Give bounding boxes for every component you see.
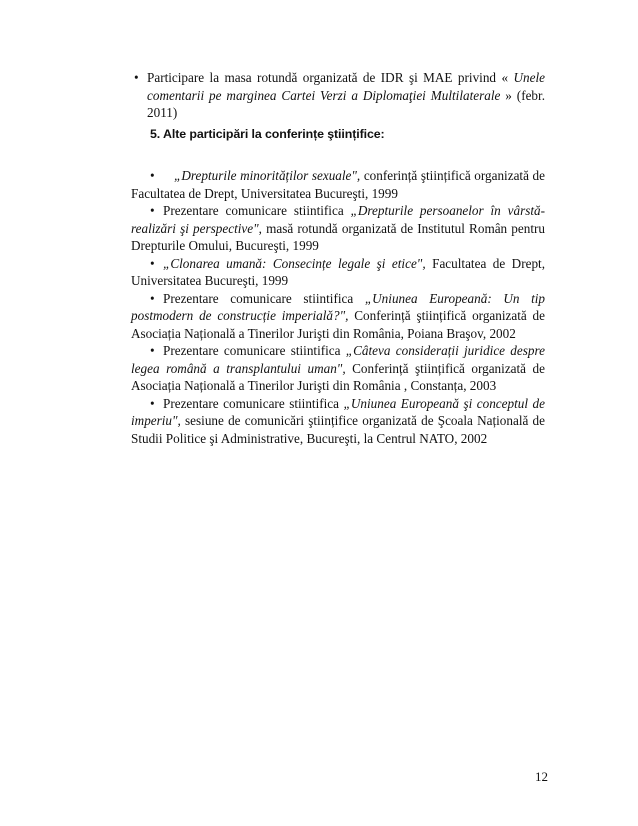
bullet-marker: • [150, 343, 155, 358]
bullet-marker: • [150, 290, 155, 306]
item-text: Prezentare comunicare stiintifica [163, 203, 351, 218]
list-item [131, 342, 545, 395]
intro-text-before: Participare la masa rotundă organizată de IDR şi MAE privind « [147, 70, 514, 85]
item-details: conferință ştiințifică organizată de Facultatea de Drept, Universitatea Bucureşti, 1999 [131, 168, 545, 201]
bullet-marker: • [150, 168, 155, 183]
item-text: Prezentare comunicare stiintifica [163, 290, 365, 306]
item-title: „Uniunea Europeană şi conceptul de imperiu", [131, 395, 545, 428]
item-details: Conferință ştiințifică organizată de Asociația Națională a Tinerilor Jurişti din România , Constanța, 2003 [131, 360, 545, 393]
bullet-marker: • [134, 70, 139, 85]
item-text: Prezentare comunicare stiintifica [163, 395, 344, 411]
intro-bullet [134, 69, 545, 122]
list-item [131, 255, 545, 290]
bullet-marker: • [150, 395, 155, 411]
item-title: „Câteva considerații juridice despre legea română a transplantului uman", [131, 343, 545, 376]
item-details: sesiune de comunicări ştiințifice organizată de Şcoala Națională de Studii Politice şi Administrative, Bucureşti, la Centrul NATO, 2002 [131, 413, 545, 446]
bullet-marker: • [150, 203, 155, 218]
item-details: Conferință ştiințifică organizată de Asociația Națională a Tinerilor Jurişti din România, Poiana Braşov, 2002 [131, 308, 546, 341]
item-title: „Drepturile persoanelor în vârstă-realizări şi perspective" [131, 203, 545, 236]
item-details: , masă rotundă organizată de Institutul Român pentru Drepturile Omului, Bucureşti, 1999 [131, 220, 545, 253]
item-text: Prezentare comunicare stiintifica [163, 343, 346, 358]
item-title: „Clonarea umană: Consecințe legale şi etice", [163, 255, 426, 271]
list-item [131, 202, 545, 255]
list-item [131, 167, 545, 202]
item-title: „Drepturile minorităților sexuale", [174, 168, 361, 183]
list-item [131, 395, 545, 448]
item-details: Facultatea de Drept, Universitatea Bucureşti, 1999 [131, 255, 545, 288]
intro-text-after: » (febr. 2011) [147, 87, 545, 120]
item-title: „Uniunea Europeană: Un tip postmodern de construcție imperială?", [131, 290, 545, 323]
conference-list [131, 167, 545, 447]
list-item [131, 290, 545, 343]
section-heading: 5. Alte participări la conferințe ştiințifice: [150, 127, 385, 141]
page-number: 12 [535, 769, 548, 784]
bullet-marker: • [150, 255, 155, 271]
intro-title: Unele comentarii pe marginea Cartei Verzi a Diplomaţiei Multilaterale [147, 70, 545, 103]
